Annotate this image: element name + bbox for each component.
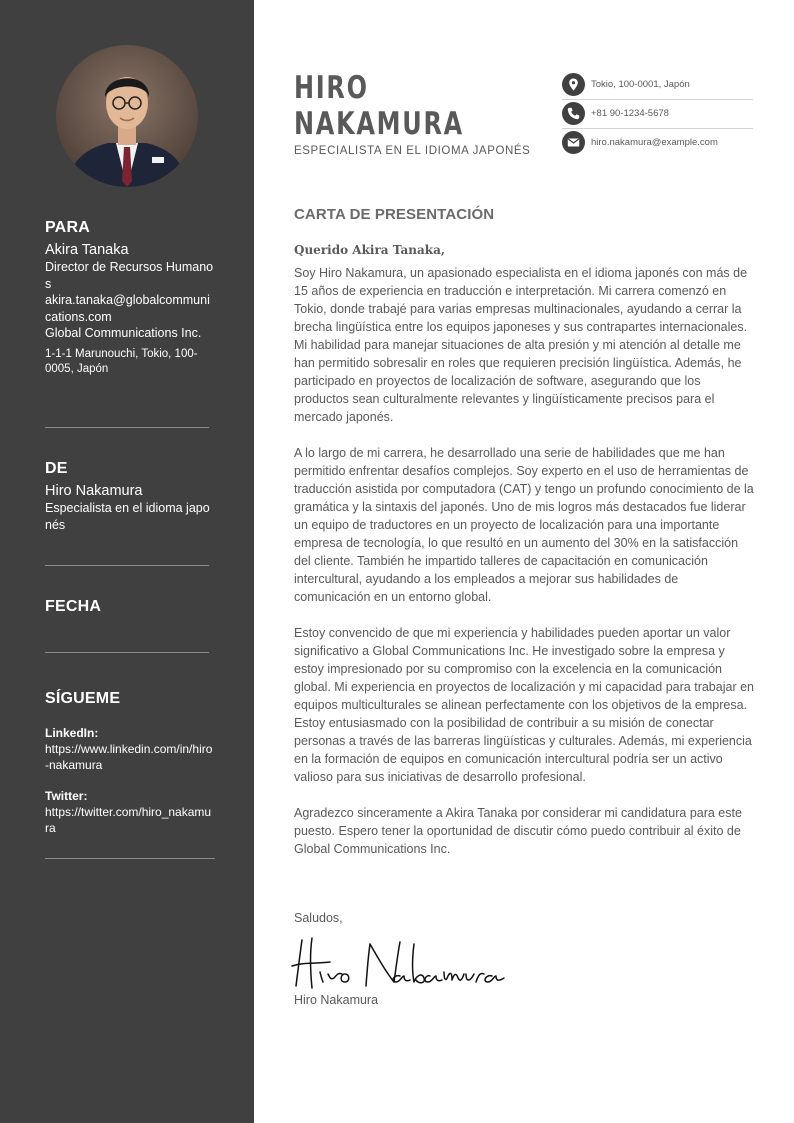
- letter-body: [294, 264, 754, 876]
- twitter-label: Twitter:: [45, 789, 88, 803]
- recipient-name: Akira Tanaka: [45, 242, 129, 258]
- recipient-title: Director de Recursos Humanos: [45, 260, 214, 291]
- recipient-address: 1-1-1 Marunouchi, Tokio, 100-0005, Japón: [45, 347, 198, 375]
- sidebar-divider: [45, 652, 209, 653]
- letter-paragraph: Estoy convencido de que mi experiencia y habilidades pueden aportar un valor significativo a Global Communications Inc. He investigado sobre la empresa y estoy impresionado por su compromiso con la excelencia en la comunicación global. Mi experiencia en proyectos de localización y mi capacidad para trabajar en equipos multiculturales se alinean perfectamente con los objetivos de la empresa. Estoy entusiasmado con la posibilidad de contribuir a su misión de conectar personas a través de las barreras lingüísticas y culturales. Además, mi experiencia en la formación de equipos en comunicación intercultural podría ser un activo valioso para sus iniciativas de desarrollo profesional.: [294, 626, 754, 784]
- applicant-name: [294, 70, 464, 142]
- sidebar-divider: [45, 858, 215, 859]
- sidebar-divider: [45, 565, 209, 566]
- contact-location: [562, 71, 753, 100]
- profile-photo: [56, 45, 198, 187]
- applicant-last-name: NAKAMURA: [294, 106, 464, 142]
- sidebar-divider: [45, 427, 209, 428]
- contact-email: [562, 129, 753, 158]
- recipient-heading: PARA: [45, 219, 90, 236]
- sender-title: Especialista en el idioma japonés: [45, 501, 210, 532]
- twitter-link[interactable]: https://twitter.com/hiro_nakamura: [45, 805, 212, 835]
- phone-icon: [562, 102, 585, 125]
- letter-paragraph: Soy Hiro Nakamura, un apasionado especialista en el idioma japonés con más de 15 años de experiencia en traducción e interpretación. Mi carrera comenzó en Tokio, donde trabajé para varias empresas multinacionales, ayudando a cerrar la brecha lingüística entre los equipos japoneses y sus contrapartes internacionales. Mi habilidad para manejar situaciones de alta presión y mi atención al detalle me han permitido sobresalir en roles que requieren precisión lingüística. Además, he participado en proyectos de localización de software, asegurando que los productos sean culturalmente relevantes y lingüísticamente precisos para el mercado japonés.: [294, 266, 748, 424]
- recipient-company: Global Communications Inc.: [45, 326, 202, 340]
- letter-section-title: CARTA DE PRESENTACIÓN: [294, 206, 495, 223]
- applicant-role: ESPECIALISTA EN EL IDIOMA JAPONÉS: [294, 145, 531, 157]
- applicant-first-name: HIRO: [294, 70, 369, 106]
- sender-heading: DE: [45, 460, 68, 477]
- date-heading: FECHA: [45, 598, 102, 615]
- recipient-email: akira.tanaka@globalcommunications.com: [45, 293, 210, 324]
- follow-heading: SÍGUEME: [45, 690, 121, 707]
- date-block: [45, 597, 215, 617]
- linkedin-link[interactable]: https://www.linkedin.com/in/hiro-nakamura: [45, 742, 213, 772]
- linkedin-label: LinkedIn:: [45, 726, 99, 740]
- contact-phone-text: +81 90-1234-5678: [591, 108, 669, 119]
- letter-paragraph: A lo largo de mi carrera, he desarrollado una serie de habilidades que me han permitido enfrentar desafíos complejos. Soy experto en el uso de herramientas de traducción asistida por computadora (CAT) y tengo un profundo conocimiento de la gramática y la sintaxis del japonés. Uno de mis logros más destacados fue liderar un equipo de traductores en un proyecto de localización para una importante empresa de tecnología, lo que resultó en un aumento del 30% en la satisfacción del cliente. También he impartido talleres de capacitación en comunicación intercultural, ayudando a los empleados a mejorar sus habilidades de comunicación en un entorno global.: [294, 446, 754, 604]
- letter-greeting: Querido Akira Tanaka,: [294, 243, 446, 257]
- recipient-block: [45, 218, 215, 378]
- signer-name: Hiro Nakamura: [294, 993, 379, 1007]
- sidebar: [0, 0, 254, 1123]
- sender-block: [45, 459, 215, 533]
- location-pin-icon: [562, 73, 585, 96]
- contact-email-text: hiro.nakamura@example.com: [591, 137, 718, 148]
- envelope-icon: [562, 131, 585, 154]
- letter-paragraph: Agradezco sinceramente a Akira Tanaka por considerar mi candidatura para este puesto. Espero tener la oportunidad de discutir cómo puedo contribuir al éxito de Global Communications Inc.: [294, 806, 742, 856]
- sender-name: Hiro Nakamura: [45, 483, 143, 499]
- letter-closing: Saludos,: [294, 911, 343, 925]
- contact-phone: [562, 100, 753, 129]
- follow-block: [45, 689, 215, 836]
- contact-location-text: Tokio, 100-0001, Japón: [591, 79, 690, 90]
- handwritten-signature: [290, 932, 510, 997]
